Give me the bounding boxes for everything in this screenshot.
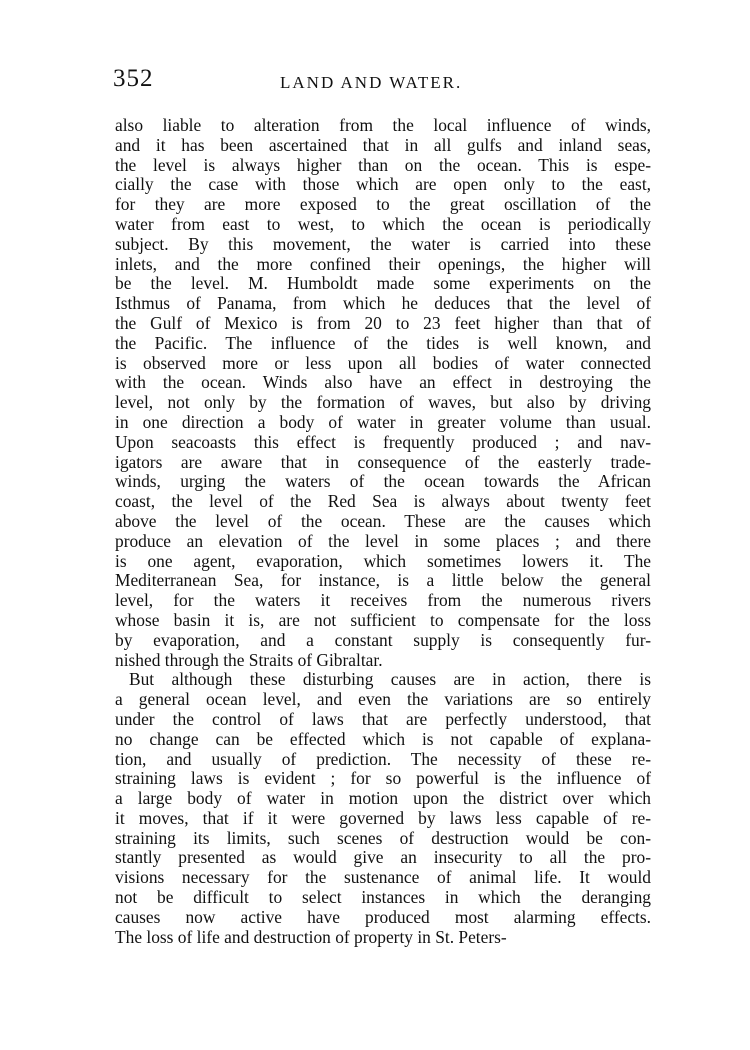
text-line: But although these disturbing causes are in action, there is: [129, 669, 651, 690]
text-line: above the level of the ocean. These are the causes which: [115, 510, 651, 531]
text-line: inlets, and the more confined their openings, the higher will: [115, 253, 651, 274]
text-line: be the level. M. Humboldt made some experiments on the: [115, 273, 651, 294]
text-line: causes now active have produced most alarming effects.: [115, 906, 651, 927]
text-line: under the control of laws that are perfectly understood, that: [115, 708, 651, 729]
text-line: Isthmus of Panama, from which he deduces that the level of: [115, 293, 651, 314]
text-line: is one agent, evaporation, which sometimes lowers it. The: [115, 550, 651, 571]
text-line: a large body of water in motion upon the district over which: [115, 788, 651, 809]
text-line: not be difficult to select instances in which the deranging: [115, 887, 651, 908]
text-line: the Gulf of Mexico is from 20 to 23 feet higher than that of: [115, 312, 651, 333]
text-line: cially the case with those which are open only to the east,: [115, 174, 651, 195]
text-line: Upon seacoasts this effect is frequently produced ; and nav-: [115, 431, 651, 452]
text-line: water from east to west, to which the ocean is periodically: [115, 213, 651, 234]
text-line: coast, the level of the Red Sea is always about twenty feet: [115, 491, 651, 512]
text-line: for they are more exposed to the great oscillation of the: [115, 194, 651, 215]
text-line: Mediterranean Sea, for instance, is a little below the general: [115, 570, 651, 591]
text-line: straining its limits, such scenes of destruction would be con-: [115, 827, 651, 848]
text-line: the Pacific. The influence of the tides is well known, and: [115, 332, 651, 353]
text-line: in one direction a body of water in greater volume than usual.: [115, 411, 651, 432]
text-line: nished through the Straits of Gibraltar.: [115, 649, 383, 670]
text-line: no change can be effected which is not capable of explana-: [115, 728, 651, 749]
paragraph: [115, 116, 651, 670]
text-line: level, not only by the formation of waves, but also by driving: [115, 392, 651, 413]
running-title: LAND AND WATER.: [280, 73, 463, 92]
text-line: produce an elevation of the level in some places ; and there: [115, 530, 651, 551]
text-line: straining laws is evident ; for so powerful is the influence of: [115, 768, 651, 789]
text-line: level, for the waters it receives from the numerous rivers: [115, 590, 651, 611]
text-line: igators are aware that in consequence of the easterly trade-: [115, 451, 651, 472]
paragraph: [115, 670, 651, 947]
text-line: subject. By this movement, the water is carried into these: [115, 233, 651, 254]
body-text: [115, 116, 651, 947]
text-line: visions necessary for the sustenance of animal life. It would: [115, 867, 651, 888]
text-line: tion, and usually of prediction. The necessity of these re-: [115, 748, 651, 769]
text-line: by evaporation, and a constant supply is consequently fur-: [115, 629, 651, 650]
text-line: a general ocean level, and even the variations are so entirely: [115, 689, 651, 710]
text-line: The loss of life and destruction of property in St. Peters-: [115, 926, 507, 947]
text-line: and it has been ascertained that in all gulfs and inland seas,: [115, 134, 651, 155]
text-line: with the ocean. Winds also have an effect in destroying the: [115, 372, 651, 393]
text-line: the level is always higher than on the ocean. This is espe-: [115, 154, 651, 175]
text-line: stantly presented as would give an insecurity to all the pro-: [115, 847, 651, 868]
text-line: is observed more or less upon all bodies of water connected: [115, 352, 651, 373]
text-line: it moves, that if it were governed by laws less capable of re-: [115, 807, 651, 828]
text-line: also liable to alteration from the local influence of winds,: [115, 115, 651, 135]
page-number: 352: [113, 65, 154, 92]
text-line: winds, urging the waters of the ocean towards the African: [115, 471, 651, 492]
text-line: whose basin it is, are not sufficient to compensate for the loss: [115, 609, 651, 630]
